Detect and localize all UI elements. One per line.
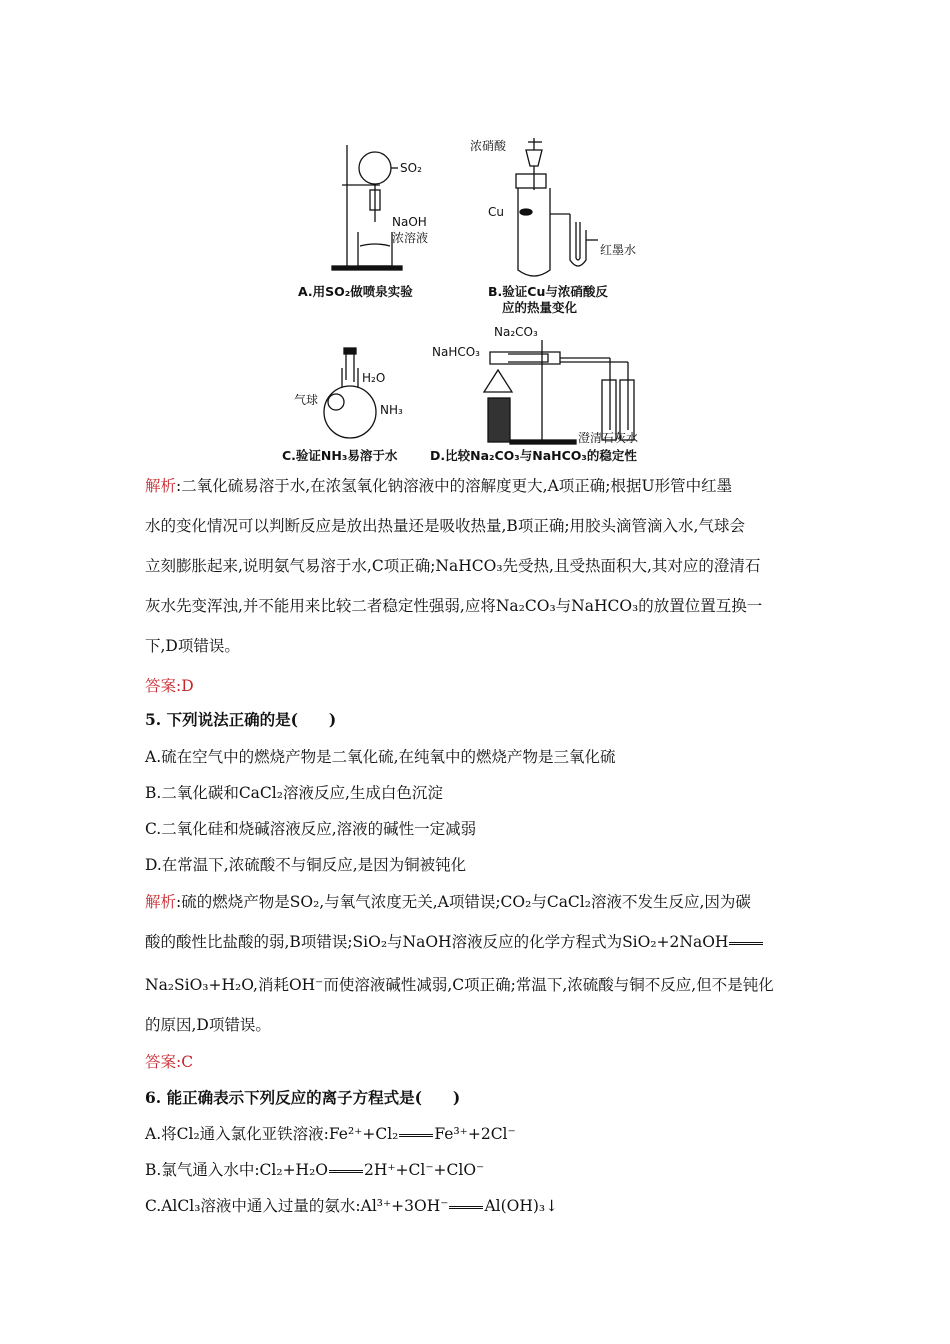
q5-option-d: D.在常温下,浓硫酸不与铜反应,是因为铜被钝化	[145, 856, 467, 874]
label-c-balloon: 气球	[294, 393, 319, 407]
q6-option-b	[145, 1160, 484, 1180]
label-a-naoh: NaOH	[392, 215, 427, 229]
caption-a: A.用SO₂做喷泉实验	[298, 284, 413, 299]
equation-equals-sign	[449, 1206, 483, 1209]
analysis-label: 解析	[145, 893, 177, 911]
apparatus-d	[484, 340, 634, 444]
analysis-label: 解析	[145, 477, 177, 495]
q4-analysis-line3: 立刻膨胀起来,说明氨气易溶于水,C项正确;NaHCO₃先受热,且受热面积大,其对应的澄清石	[145, 557, 761, 575]
q4-analysis-text1: :二氧化硫易溶于水,在浓氢氧化钠溶液中的溶解度更大,A项正确;根据U形管中红墨	[176, 477, 733, 495]
equation-equals-sign	[329, 1170, 363, 1173]
q4-analysis-line1	[145, 476, 732, 496]
q6-option-a-left: A.将Cl₂通入氯化亚铁溶液:Fe²⁺+Cl₂	[145, 1125, 399, 1143]
q4-analysis-line5: 下,D项错误。	[145, 637, 240, 655]
equation-equals-sign	[729, 942, 763, 945]
q5-analysis-text1: :硫的燃烧产物是SO₂,与氧气浓度无关,A项错误;CO₂与CaCl₂溶液不发生反应,因为碳	[176, 893, 751, 911]
q5-analysis-text2: 酸的酸性比盐酸的弱,B项错误;SiO₂与NaOH溶液反应的化学方程式为SiO₂+2NaOH	[145, 933, 729, 951]
label-b-ink: 红墨水	[600, 243, 637, 257]
caption-c: C.验证NH₃易溶于水	[282, 448, 398, 463]
q6-option-b-right: 2H⁺+Cl⁻+ClO⁻	[364, 1161, 485, 1179]
q5-option-a: A.硫在空气中的燃烧产物是二氧化硫,在纯氧中的燃烧产物是三氧化硫	[145, 748, 616, 766]
caption-d: D.比较Na₂CO₃与NaHCO₃的稳定性	[430, 448, 637, 463]
apparatus-a	[332, 145, 402, 270]
caption-b-line1: B.验证Cu与浓硝酸反	[488, 284, 608, 299]
q5-analysis-line3: Na₂SiO₃+H₂O,消耗OH⁻而使溶液碱性减弱,C项正确;常温下,浓硫酸与铜不反应,但不是钝化	[145, 976, 774, 994]
caption-b-line2: 应的热量变化	[502, 300, 578, 315]
label-d-na2co3: Na₂CO₃	[494, 325, 538, 339]
apparatus-c	[324, 348, 376, 438]
q5-analysis-line4: 的原因,D项错误。	[145, 1016, 271, 1034]
q5-analysis-line1	[145, 892, 751, 912]
q6-option-c-left: C.AlCl₃溶液中通入过量的氨水:Al³⁺+3OH⁻	[145, 1197, 449, 1215]
label-c-h2o: H₂O	[362, 371, 386, 385]
apparatus-b	[516, 138, 598, 276]
q6-option-c	[145, 1196, 558, 1216]
label-b-cu: Cu	[488, 205, 504, 219]
q5-option-b: B.二氧化碳和CaCl₂溶液反应,生成白色沉淀	[145, 784, 443, 802]
label-b-acid: 浓硝酸	[470, 139, 507, 153]
label-c-nh3: NH₃	[380, 403, 403, 417]
label-a-so2: SO₂	[400, 161, 422, 175]
label-a-solution: 浓溶液	[392, 231, 429, 245]
equation-equals-sign	[399, 1134, 433, 1137]
q5-answer: 答案:C	[145, 1053, 194, 1071]
q4-analysis-line4: 灰水先变浑浊,并不能用来比较二者稳定性强弱,应将Na₂CO₃与NaHCO₃的放置位置互换一	[145, 597, 763, 615]
q6-option-a-right: Fe³⁺+2Cl⁻	[434, 1125, 516, 1143]
q6-option-a	[145, 1124, 516, 1144]
q4-analysis-line2: 水的变化情况可以判断反应是放出热量还是吸收热量,B项正确;用胶头滴管滴入水,气球会	[145, 517, 745, 535]
q5-analysis-line2	[145, 932, 764, 952]
q6-option-b-left: B.氯气通入水中:Cl₂+H₂O	[145, 1161, 328, 1179]
q6-option-c-right: Al(OH)₃↓	[484, 1197, 559, 1215]
label-d-limewater: 澄清石灰水	[578, 431, 639, 445]
q4-answer: 答案:D	[145, 677, 194, 695]
q5-option-c: C.二氧化硅和烧碱溶液反应,溶液的碱性一定减弱	[145, 820, 477, 838]
apparatus-figure	[280, 130, 680, 470]
q6-stem: 6. 能正确表示下列反应的离子方程式是( )	[145, 1088, 461, 1107]
label-d-nahco3: NaHCO₃	[432, 345, 480, 359]
q5-stem: 5. 下列说法正确的是( )	[145, 710, 337, 729]
